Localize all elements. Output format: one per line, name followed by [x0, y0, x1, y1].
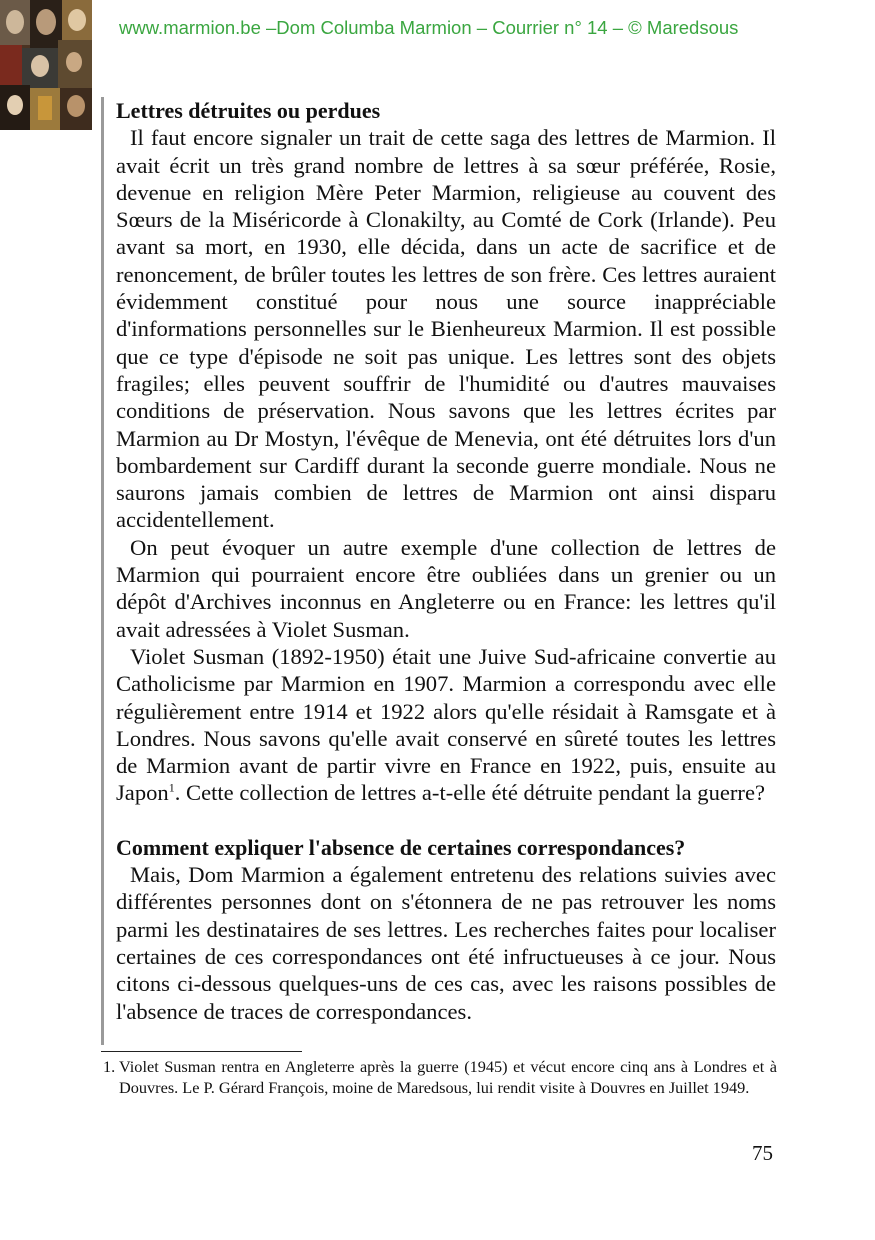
paragraph-violet-susman-text: Violet Susman (1892-1950) était une Juive Sud-africaine convertie au Catholicisme par Marmion en 1907. Marmion a correspondu avec elle régulièrement entre 1914 et 1922 alors qu'elle résidait à Ramsgate et à Londres. Nous savons qu'elle avait conservé en sûreté toutes les lettres de Marmion avant de partir vivre en France en 1922, puis, ensuite au Japon [116, 643, 776, 806]
footnote-reference[interactable]: 1 [168, 780, 175, 795]
section-heading-missing-correspondence: Comment expliquer l'absence de certaines correspondances? [116, 834, 686, 860]
footnote-separator [101, 1051, 302, 1052]
footnote-number: 1. [103, 1057, 116, 1076]
paragraph-violet-collection: On peut évoquer un autre exemple d'une collection de lettres de Marmion qui pourraient encore être oubliées dans un grenier ou un dépôt d'Archives inconnus en Angleterre ou en France: les lettres qu'il avait adressées à Violet Susman. [116, 534, 776, 642]
paragraph-missing-correspondence: Mais, Dom Marmion a également entretenu des relations suivies avec différentes personnes dont on s'étonnera de ne pas retrouver les noms parmi les destinataires de ses lettres. Les recherches faites pour localiser certaines de ces correspondances ont été infructueuses à ce jour. Nous citons ci-dessous quelques-uns de ces cas, avec les raisons possibles de l'absence de traces de correspondances. [116, 862, 776, 1024]
portrait-collage-logo [0, 0, 92, 130]
portrait-collage-image [0, 0, 92, 130]
paragraph-violet-susman-end: . Cette collection de lettres a-t-elle été détruite pendant la guerre? [174, 780, 766, 806]
margin-rule [101, 97, 104, 1045]
paragraph-rosie-letters: Il faut encore signaler un trait de cette saga des lettres de Marmion. Il avait écrit un très grand nombre de lettres à sa sœur préférée, Rosie, devenue en religion Mère Peter Marmion, religieuse au couvent des Sœurs de la Miséricorde à Clonakilty, au Comté de Cork (Irlande). Peu avant sa mort, en 1930, elle décida, dans un acte de sacrifice et de renoncement, de brûler toutes les lettres de son frère. Ces lettres auraient évidemment constitué pour nous une source inappréciable d'informations personnelles sur le Bienheureux Marmion. Il est possible que ce type d'épisode ne soit pas unique. Les lettres sont des objets fragiles; elles peuvent souffrir de l'humidité ou d'autres mauvaises conditions de préservation. Nous savons que les lettres écrites par Marmion au Dr Mostyn, l'évêque de Menevia, ont été détruites lors d'un bombardement sur Cardiff durant la seconde guerre mondiale. Nous ne saurons jamais combien de lettres de Marmion ont ainsi disparu accidentellement. [116, 125, 776, 533]
paragraph-violet-susman [116, 643, 776, 807]
footnote-text: Violet Susman rentra en Angleterre après la guerre (1945) et vécut encore cinq ans à Londres et à Douvres. Le P. Gérard François, moine de Maredsous, lui rendit visite à Douvres en Juillet 1949. [119, 1057, 777, 1097]
section-heading-destroyed-letters: Lettres détruites ou perdues [116, 98, 381, 123]
site-header-link[interactable]: www.marmion.be –Dom Columba Marmion – Courrier n° 14 – © Maredsous [119, 17, 739, 38]
page-number: 75 [752, 1141, 773, 1165]
section-spacer [116, 807, 776, 834]
footnote [100, 1057, 777, 1098]
article-body [116, 97, 776, 1025]
